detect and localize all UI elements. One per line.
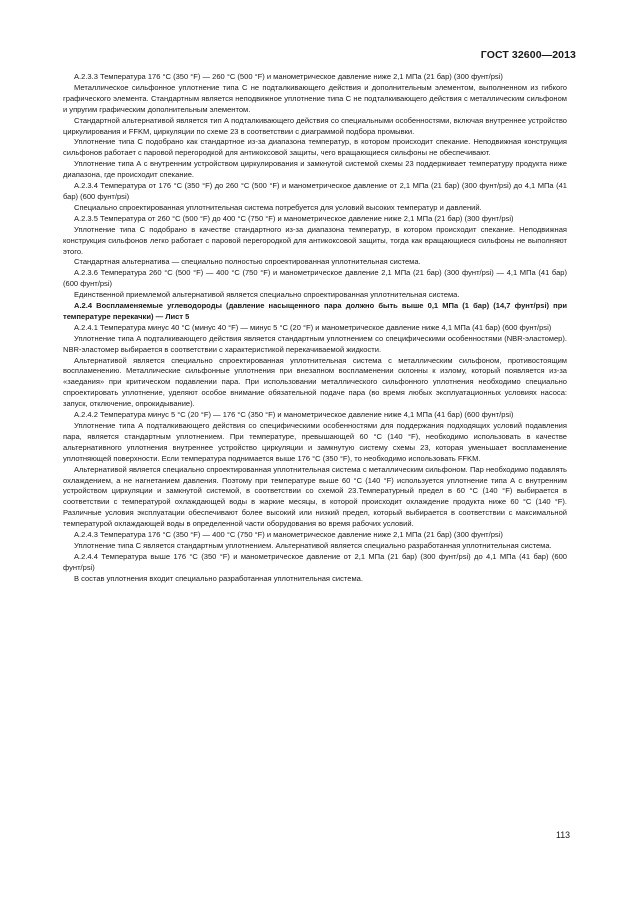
page-header: ГОСТ 32600—2013 bbox=[480, 49, 576, 61]
paragraph: Уплотнение типа С подобрано как стандартное из-за диапазона температур, в котором происходит спекание. Неподвижная конструкция сильфонов работает с паровой перегородкой для антикоксовой защиты, чего вращающиеся сильфоны не обеспечивают. bbox=[63, 137, 567, 158]
paragraph: А.2.4.2 Температура минус 5 °С (20 °F) — 176 °С (350 °F) и манометрическое давление ниже 4,1 МПа (41 бар) (600 фунт/psi) bbox=[74, 410, 514, 420]
paragraph: А.2.4.1 Температура минус 40 °С (минус 40 °F) — минус 5 °С (20 °F) и манометрическое давление ниже 4,1 МПа (41 бар) (600 фунт/psi) bbox=[74, 322, 552, 332]
paragraph: А.2.4.4 Температура выше 176 °С (350 °F) и манометрическое давление от 2,1 МПа (21 бар) (300 фунт/psi) до 4,1 МПа (41 бар) (600 фунт/psi) bbox=[63, 551, 567, 572]
paragraph: Уплотнение типа С подобрано в качестве стандартного из-за диапазона температур, в котором происходит спекание. Неподвижная конструкция сильфонов легко работает с паровой перегородкой для антикоксовой защиты, тогда как вращающиеся сильфоны не выполняют этого. bbox=[63, 224, 567, 256]
section-heading: А.2.4 Воспламеняемые углеводороды (давление насыщенного пара должно быть выше 0,1 МПа (1 бар) (14,7 фунт/psi) при температуре перекачки) — Лист 5 bbox=[63, 301, 567, 321]
paragraph: В состав уплотнения входит специально разработанная уплотнительная система. bbox=[74, 573, 363, 583]
paragraph: Стандартной альтернативой является тип А подталкивающего действия со специальными особенностями, включая внутреннее устройство циркулирования и FFKM, циркуляции по схеме 23 в соответствии с диаграммой подбора промывки. bbox=[63, 115, 567, 136]
paragraph: А.2.3.3 Температура 176 °С (350 °F) — 260 °С (500 °F) и манометрическое давление ниже 2,1 МПа (21 бар) (300 фунт/psi) bbox=[74, 72, 503, 81]
document-body bbox=[63, 72, 567, 585]
paragraph: Альтернативой является специально спроектированная уплотнительная система с металлическим сильфоном, противостоящим воспламенению. Металлические сильфонные уплотнения при внезапном воспламенении склонны к излому, который появляется из-за «заедания» при критическом подавлении пара. При использовании металлического сильфонного уплотнения необходимо специально спроектировать уплотнение, уделяют особое внимание обязательной подаче пара (во время любых эксплуатационных условиях насоса: запуск, отключение, опрокидывание). bbox=[63, 355, 567, 409]
paragraph: Уплотнение типа А с внутренним устройством циркулирования и замкнутой системой схемы 23 поддерживает температуру продукта ниже диапазона, где происходит спекание. bbox=[63, 159, 567, 180]
paragraph: Уплотнение типа А подталкивающего действия является стандартным уплотнением со специфическими особенностями (NBR-эластомер). NBR-эластомер выбирается в соответствии с характеристикой перекачиваемой жидкости. bbox=[63, 333, 567, 354]
paragraph: А.2.3.4 Температура от 176 °С (350 °F) до 260 °С (500 °F) и манометрическое давление от 2,1 МПа (21 бар) (300 фунт/psi) до 4,1 МПа (41 бар) (600 фунт/psi) bbox=[63, 181, 567, 201]
paragraph: Единственной приемлемой альтернативой является специально спроектированная уплотнительная система. bbox=[74, 290, 460, 300]
paragraph: А.2.3.5 Температура от 260 °С (500 °F) до 400 °С (750 °F) и манометрическое давление ниже 2,1 МПа (21 бар) (300 фунт/psi) bbox=[74, 213, 514, 223]
paragraph: Стандартная альтернатива — специально полностью спроектированная уплотнительная система. bbox=[74, 257, 421, 267]
paragraph: Металлическое сильфонное уплотнение типа С не подталкивающего действия и дополнительным элементом, выполненном из гибкого графического элемента. Стандартным является неподвижное уплотнение типа С не подталкивающего действия с металлическим сильфоном и упругим графическим дополнительным элементом. bbox=[63, 82, 567, 114]
paragraph: Уплотнение типа А подталкивающего действия со специфическими особенностями для поддержания подходящих условий подавления пара, является стандартным уплотнением. При температуре, превышающей 60 °С (140 °F), необходимо использовать в качестве альтернативного уплотнения внутреннее устройство циркуляции и замкнутую систему схемы 23, которая уменьшает воспламенение уплотняющей поверхности. Если температура поднимается выше 176 °С (350 °F), то необходимо использовать FFKM. bbox=[63, 421, 567, 463]
page-number: 113 bbox=[555, 830, 570, 840]
paragraph: Уплотнение типа С является стандартным уплотнением. Альтернативой является специально разработанная уплотнительная система. bbox=[74, 540, 552, 550]
paragraph: А.2.3.6 Температура 260 °С (500 °F) — 400 °С (750 °F) и манометрическое давление 2,1 МПа (21 бар) (300 фунт/psi) — 4,1 МПа (41 бар) (600 фунт/psi) bbox=[63, 268, 567, 289]
paragraph: Специально спроектированная уплотнительная система потребуется для условий высоких температур и давлений. bbox=[74, 202, 482, 212]
paragraph: А.2.4.3 Температура 176 °С (350 °F) — 400 °С (750 °F) и манометрическое давление ниже 2,1 МПа (21 бар) (300 фунт/psi) bbox=[74, 530, 503, 540]
paragraph: Альтернативой является специально спроектированная уплотнительная система с металлическим сильфоном. Пар необходимо подавлять охлаждением, а не нагнетанием давления. Поэтому при температуре выше 60 °С (140 °F) используется уплотнение типа А с внутренним устройством циркуляции и замкнутой системой, в соответствии со схемой 23.Температурный предел в 60 °С (140 °F) выбирается в соответствии с температурой охлаждающей воды в жаркие месяцы, в которой происходит охлаждение продукта ниже 60 °С (140 °F). Различные условия эксплуатации обеспечивают более высокий или низкий предел, который выбирается в соответствии с максимальной температурой охлаждающей воды в определенной части оборудования во время рабочих условий. bbox=[63, 464, 567, 529]
